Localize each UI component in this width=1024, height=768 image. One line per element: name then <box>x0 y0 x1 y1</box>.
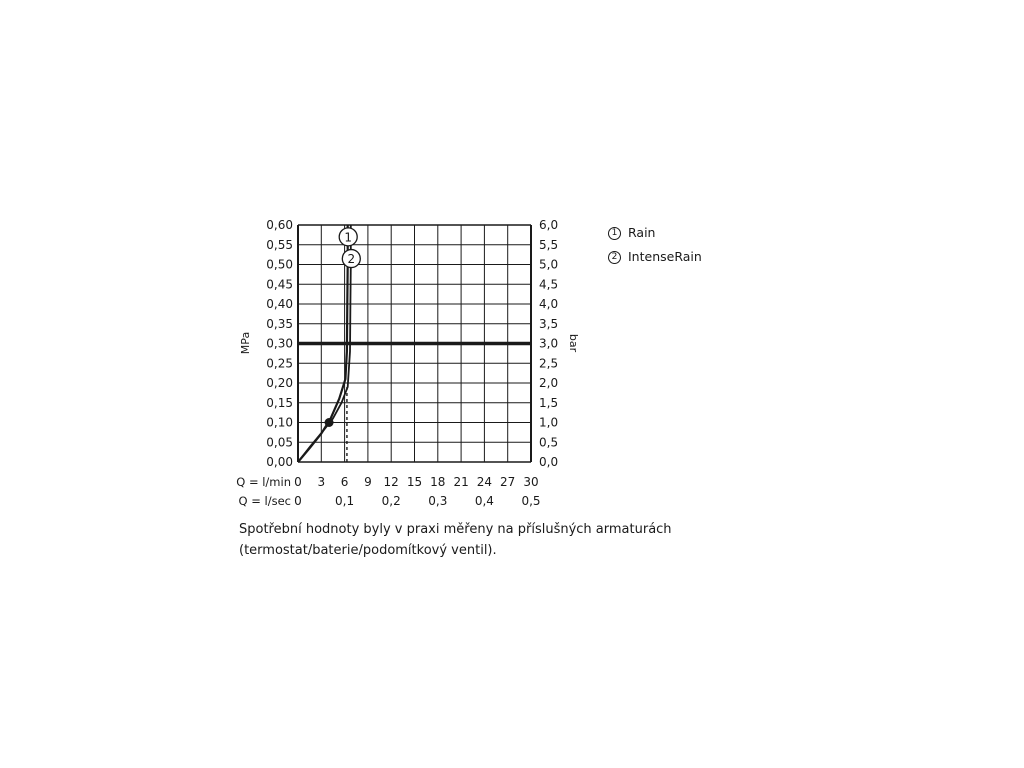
consumption-note: Spotřební hodnoty byly v praxi měřeny na příslušných armaturách (termostat/baterie/podomítkový ventil). <box>239 522 672 558</box>
series-badge-label: 2 <box>347 252 356 267</box>
y-left-tick-label: 0,25 <box>266 356 293 371</box>
series-badge-label: 1 <box>344 230 353 245</box>
x-lmin-tick-label: 18 <box>430 475 446 489</box>
y-left-tick-label: 0,40 <box>266 297 293 311</box>
x-lmin-tick-label: 27 <box>500 475 516 489</box>
y-right-tick-label: 4,5 <box>539 277 559 292</box>
y-right-tick-label: 3,5 <box>539 316 559 331</box>
y-right-tick-label: 1,0 <box>539 415 559 430</box>
y-left-tick-label: 0,10 <box>266 415 293 430</box>
legend-label: Rain <box>628 225 656 240</box>
x-lsec-tick-label: 0,2 <box>381 494 401 508</box>
y-right-tick-label: 0,5 <box>539 435 559 450</box>
x-lmin-tick-label: 9 <box>364 475 372 489</box>
x-lmin-tick-label: 30 <box>523 475 539 489</box>
x-lmin-tick-label: 0 <box>294 475 302 489</box>
legend-badge: 1 <box>608 227 621 240</box>
chart-legend <box>608 221 702 269</box>
legend-badge: 2 <box>608 251 621 264</box>
y-left-tick-label: 0,05 <box>266 435 293 450</box>
y-left-tick-label: 0,50 <box>266 257 293 272</box>
y-axis-right-label: bar <box>567 333 580 353</box>
y-right-tick-label: 2,0 <box>539 376 559 390</box>
x-axis-lsec-label: Q = l/sec <box>238 494 291 508</box>
y-right-tick-label: 5,0 <box>539 257 559 272</box>
y-left-tick-label: 0,15 <box>266 395 293 410</box>
y-left-tick-label: 0,60 <box>266 218 293 232</box>
y-left-tick-label: 0,45 <box>266 277 293 292</box>
x-lsec-tick-label: 0,4 <box>474 494 494 508</box>
x-lsec-tick-label: 0,3 <box>428 494 448 508</box>
y-left-tick-label: 0,35 <box>266 316 293 331</box>
x-lmin-tick-label: 6 <box>340 475 349 489</box>
x-lmin-tick-label: 21 <box>453 475 469 489</box>
legend-item-rain <box>608 221 702 245</box>
x-lsec-tick-label: 0,5 <box>521 494 541 508</box>
x-lmin-tick-label: 24 <box>476 475 493 489</box>
chart-grid <box>298 225 531 462</box>
y-right-tick-label: 2,5 <box>539 356 559 371</box>
y-axis-left-label: MPa <box>239 331 252 355</box>
x-lmin-tick-label: 12 <box>383 475 399 489</box>
legend-label: IntenseRain <box>628 249 702 264</box>
x-lmin-tick-label: 15 <box>406 475 423 489</box>
y-right-tick-label: 4,0 <box>539 297 559 311</box>
x-lsec-tick-label: 0 <box>294 494 302 508</box>
y-left-tick-label: 0,00 <box>266 455 293 469</box>
x-lsec-tick-label: 0,1 <box>335 494 355 508</box>
marker-point <box>325 418 334 427</box>
y-left-tick-label: 0,55 <box>266 237 293 252</box>
y-right-tick-label: 6,0 <box>539 218 559 232</box>
y-right-tick-label: 1,5 <box>539 395 559 410</box>
x-axis-lmin-label: Q = l/min <box>236 475 291 489</box>
y-right-tick-label: 0,0 <box>539 455 559 469</box>
y-left-tick-label: 0,20 <box>266 376 293 390</box>
x-lmin-tick-label: 3 <box>317 475 326 489</box>
legend-item-intenserain <box>608 245 702 269</box>
y-right-tick-label: 5,5 <box>539 237 559 252</box>
y-right-tick-label: 3,0 <box>539 336 559 351</box>
y-left-tick-label: 0,30 <box>266 336 293 351</box>
